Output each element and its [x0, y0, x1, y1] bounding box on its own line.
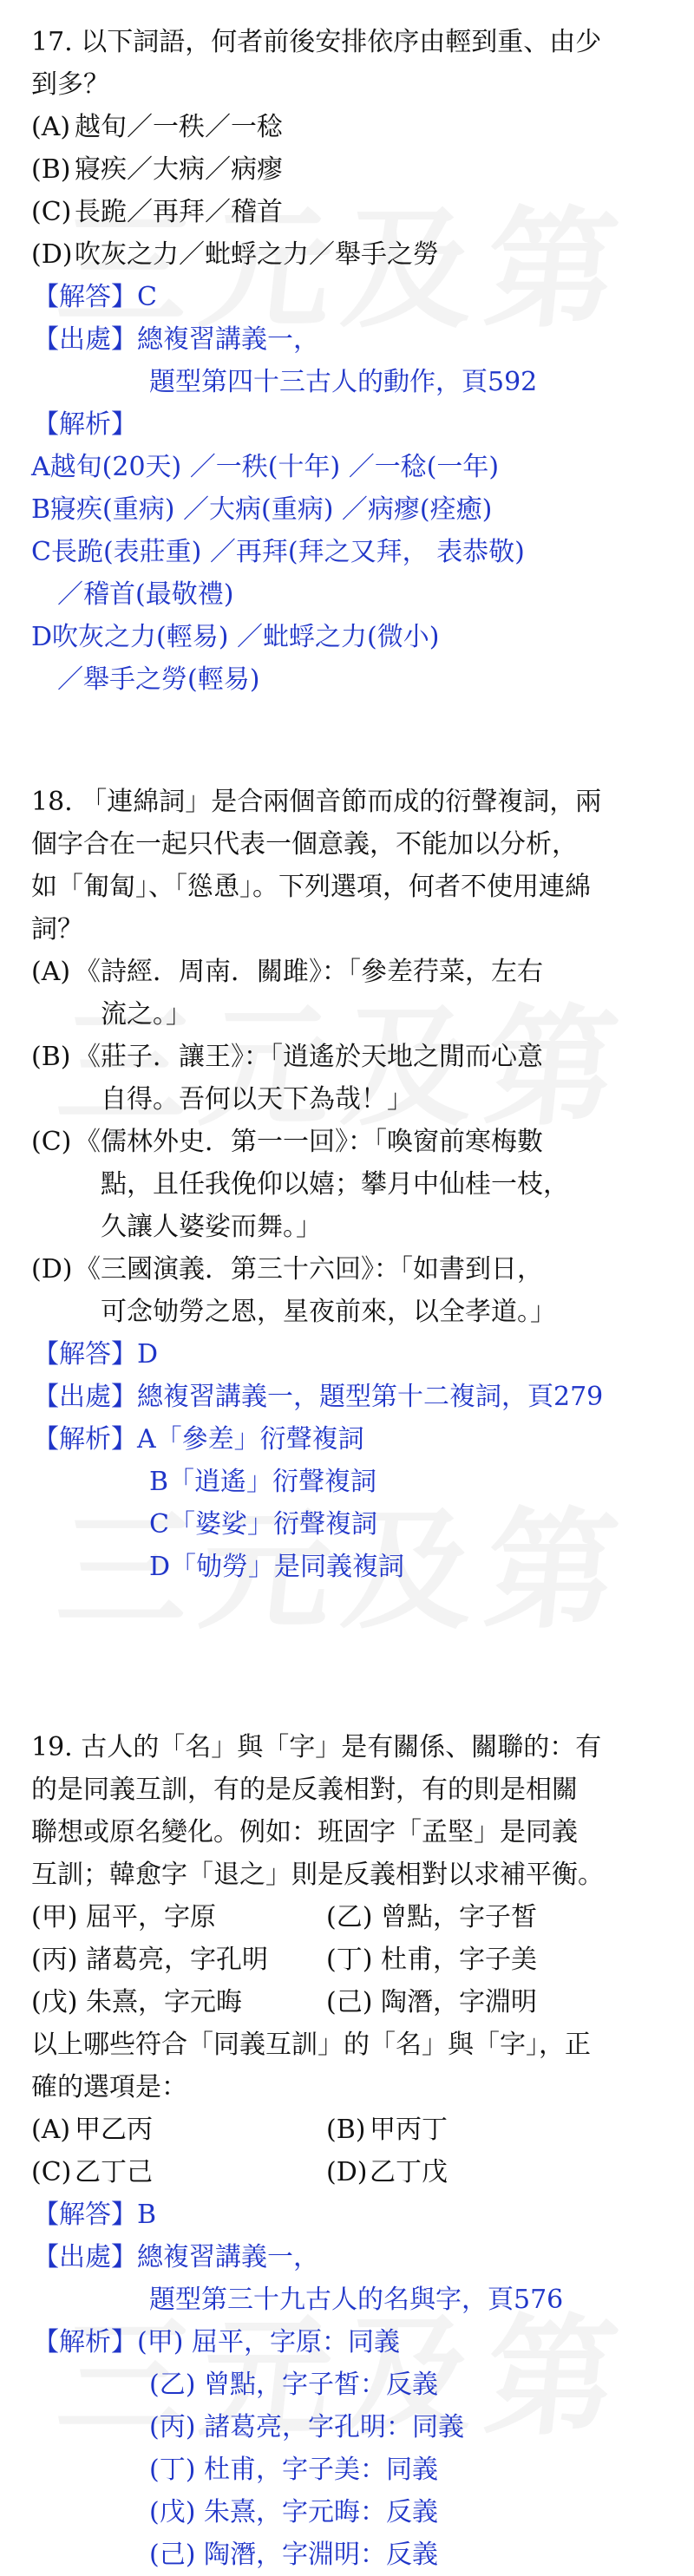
question-stem: 到多？ [31, 69, 109, 100]
analysis-line: C「婆娑」衍聲複詞 [149, 1509, 377, 1540]
answer-tag: 【解答】 [33, 1339, 137, 1370]
source-tag: 【出處】 [33, 324, 137, 355]
option-text: 乙丁戊 [370, 2157, 448, 2187]
source-text: 題型第三十九古人的名與字，頁576 [149, 2285, 564, 2315]
option-label: (B) [31, 154, 71, 185]
analysis-line: ／舉手之勞(輕易) [57, 664, 260, 695]
question-prompt: 以上哪些符合「同義互訓」的「名」與「字」，正 [31, 2030, 591, 2060]
option-row [31, 2151, 670, 2194]
option-a [31, 951, 670, 993]
option-text: 長跪／再拜／稽首 [75, 197, 283, 227]
question-stem: 18. 「連綿詞」是合兩個音節而成的衍聲複詞，兩 [31, 787, 602, 817]
question-stem: 詞？ [31, 914, 83, 945]
option-label: (D) [31, 239, 73, 270]
answer-tag: 【解答】 [33, 2200, 137, 2230]
analysis-line: ／稽首(最敬禮) [57, 579, 234, 610]
option-text: 《三國演義．第三十六回》：「如書到日， [75, 1254, 543, 1285]
analysis-row [31, 403, 670, 446]
option-label: (A) [31, 112, 71, 142]
option-c [31, 1121, 670, 1163]
option-label: (B) [326, 2115, 366, 2145]
analysis-line: D「劬勞」是同義複詞 [149, 1552, 405, 1582]
option-label: (B) [31, 1042, 71, 1072]
option-text: 《莊子．讓王》：「逍遙於天地之閒而心意 [75, 1042, 543, 1072]
source-text: 總複習講義一， [137, 324, 319, 355]
question-stem: 19. 古人的「名」與「字」是有關係、關聯的：有 [31, 1732, 602, 1762]
question-19 [31, 1726, 670, 2576]
source-row [31, 318, 670, 361]
option-text: 吹灰之力／蚍蜉之力／舉手之勞 [75, 239, 439, 270]
question-18 [31, 781, 670, 1588]
source-row [31, 1376, 670, 1418]
source-tag: 【出處】 [33, 2242, 137, 2272]
item: (乙) 曾點，字子皙 [326, 1902, 537, 1932]
analysis-line: (甲) 屈平，字原：同義 [137, 2327, 400, 2357]
question-prompt: 確的選項是： [31, 2072, 187, 2102]
option-text: 可念劬勞之恩，星夜前來，以全孝道。」 [101, 1297, 556, 1327]
option-label: (C) [31, 2157, 72, 2187]
option-d [326, 2151, 621, 2194]
option-c-cont [31, 1206, 670, 1248]
source-text: 總複習講義一，題型第十二複詞，頁279 [137, 1382, 604, 1412]
item-row [31, 1896, 670, 1939]
option-b [31, 148, 670, 191]
option-text: 點，且任我俛仰以嬉；攀月中仙桂一枝， [101, 1169, 569, 1200]
source-text: 題型第四十三古人的動作，頁592 [149, 367, 538, 397]
item-row [31, 1981, 670, 2024]
answer-tag: 【解答】 [33, 282, 137, 312]
analysis-line: B「逍遙」衍聲複詞 [149, 1467, 377, 1497]
item: (丁) 杜甫，字子美 [326, 1945, 537, 1975]
option-text: 《詩經．周南．關雎》：「參差荇菜，左右 [75, 957, 543, 987]
option-c-cont [31, 1163, 670, 1206]
analysis-line: (乙) 曾點，字子皙：反義 [149, 2370, 438, 2400]
question-stem: 的是同義互訓，有的是反義相對，有的則是相關 [31, 1775, 578, 1805]
option-text: 甲乙丙 [75, 2115, 153, 2145]
source-row [31, 2236, 670, 2279]
option-label: (A) [31, 2115, 71, 2145]
option-text: 乙丁己 [75, 2157, 153, 2187]
analysis-row [31, 1418, 670, 1461]
option-text: 寢疾／大病／病瘳 [75, 154, 283, 185]
option-b [326, 2109, 621, 2151]
option-a [31, 2109, 326, 2151]
analysis-line: (丁) 杜甫，字子美：同義 [149, 2455, 438, 2485]
question-stem: 互訓；韓愈字「退之」則是反義相對以求補平衡。 [31, 1860, 604, 1890]
option-d [31, 233, 670, 276]
option-d [31, 1248, 670, 1291]
option-d-cont [31, 1291, 670, 1333]
option-text: 流之。」 [101, 999, 192, 1030]
option-row [31, 2109, 670, 2151]
option-a-cont [31, 993, 670, 1036]
analysis-line: (己) 陶潛，字淵明：反義 [149, 2540, 438, 2570]
option-text: 《儒林外史．第一一回》：「喚窗前寒梅數 [75, 1127, 543, 1157]
source-text: 總複習講義一， [137, 2242, 319, 2272]
question-17 [31, 21, 670, 701]
analysis-line: B寢疾(重病) ／大病(重病) ／病瘳(痊癒) [31, 494, 493, 525]
option-label: (D) [31, 1254, 73, 1285]
source-tag: 【出處】 [33, 1382, 137, 1412]
option-c [31, 2151, 326, 2194]
option-b [31, 1036, 670, 1078]
item-row [31, 1939, 670, 1981]
analysis-tag: 【解析】 [33, 1424, 137, 1455]
option-c [31, 191, 670, 233]
option-label: (C) [31, 197, 72, 227]
option-text: 甲丙丁 [370, 2115, 448, 2145]
answer-value: D [137, 1339, 159, 1370]
analysis-line: A「參差」衍聲複詞 [137, 1424, 364, 1455]
item: (丙) 諸葛亮，字孔明 [31, 1945, 268, 1975]
question-stem: 聯想或原名變化。例如：班固字「孟堅」是同義 [31, 1817, 578, 1847]
analysis-line: C長跪(表莊重) ／再拜(拜之又拜， 表恭敬) [31, 537, 525, 567]
question-stem: 如「匍匐」、「慫恿」。下列選項，何者不使用連綿 [31, 872, 591, 902]
item: (己) 陶潛，字淵明 [326, 1987, 537, 2017]
option-label: (C) [31, 1127, 72, 1157]
analysis-line: (戊) 朱熹，字元晦：反義 [149, 2497, 438, 2527]
answer-value: C [137, 282, 157, 312]
answer-row [31, 1333, 670, 1376]
analysis-line: (丙) 諸葛亮，字孔明：同義 [149, 2412, 464, 2442]
answer-value: B [137, 2200, 157, 2230]
question-stem: 17. 以下詞語，何者前後安排依序由輕到重、由少 [31, 27, 602, 57]
option-text: 久讓人婆娑而舞。」 [101, 1212, 322, 1242]
option-a [31, 106, 670, 148]
analysis-row [31, 2321, 670, 2364]
analysis-line: A越旬(20天) ／一秩(十年) ／一稔(一年) [31, 452, 500, 482]
option-text: 自得。吾何以天下為哉！」 [101, 1084, 413, 1115]
option-text: 越旬／一秩／一稔 [75, 112, 283, 142]
item: (甲) 屈平，字原 [31, 1902, 216, 1932]
option-label: (A) [31, 957, 71, 987]
answer-row [31, 2194, 670, 2236]
item: (戊) 朱熹，字元晦 [31, 1987, 242, 2017]
option-label: (D) [326, 2157, 368, 2187]
analysis-tag: 【解析】 [33, 409, 137, 440]
analysis-line: D吹灰之力(輕易) ／蚍蜉之力(微小) [31, 622, 440, 652]
analysis-tag: 【解析】 [33, 2327, 137, 2357]
option-b-cont [31, 1078, 670, 1121]
answer-row [31, 276, 670, 318]
question-stem: 個字合在一起只代表一個意義，不能加以分析， [31, 829, 578, 860]
